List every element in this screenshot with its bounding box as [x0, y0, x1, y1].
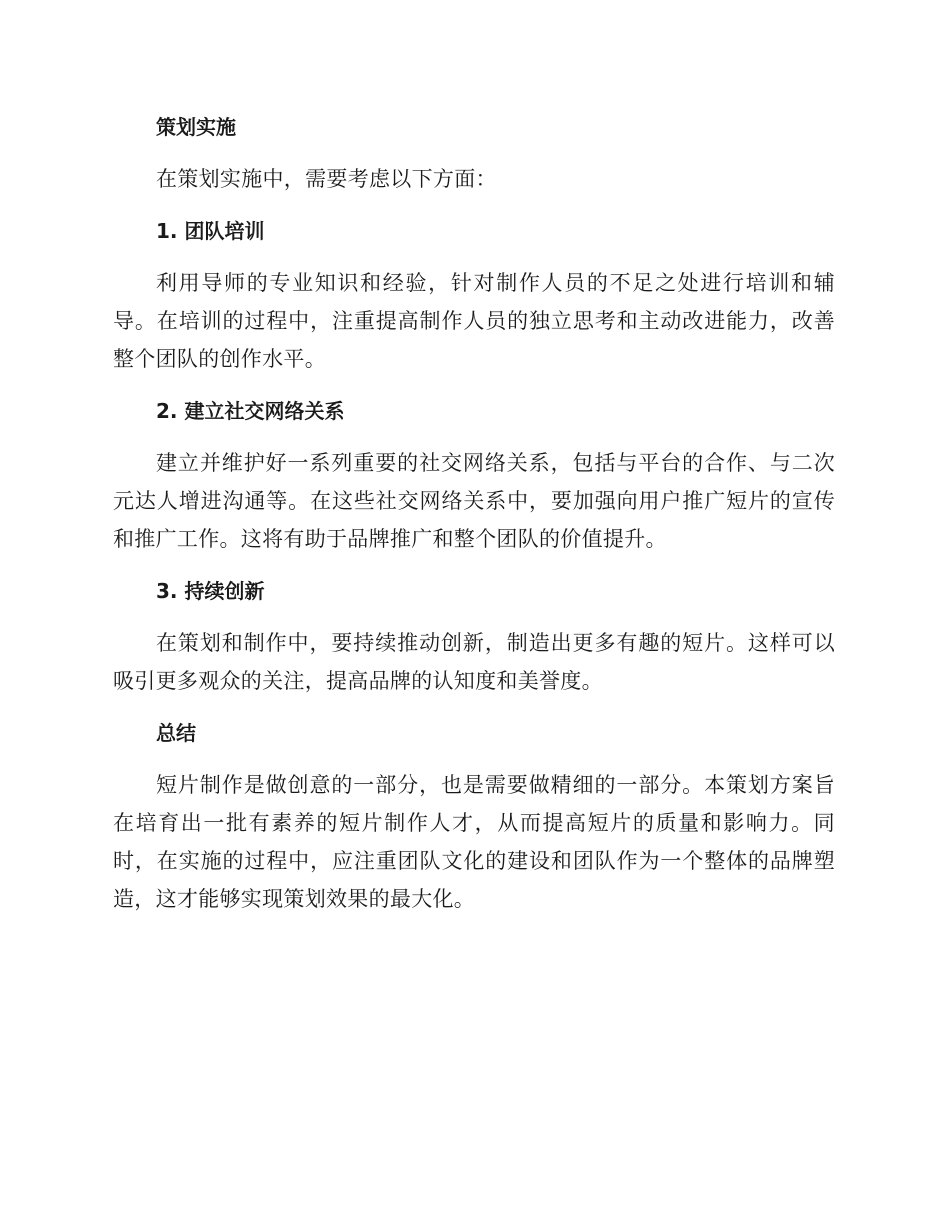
section-title: 策划实施 [156, 115, 236, 139]
item-heading-social-network: 2. 建立社交网络关系 [156, 399, 345, 423]
summary-paragraph: 短片制作是做创意的一部分，也是需要做精细的一部分。本策划方案旨在培育出一批有素养的短片制作人才，从而提高短片的质量和影响力。同时，在实施的过程中，应注重团队文化的建设和团队作为一个整体的品牌塑造，这才能够实现策划效果的最大化。 [113, 773, 835, 911]
intro-paragraph: 在策划实施中，需要考虑以下方面： [156, 167, 497, 191]
item-heading-innovation: 3. 持续创新 [156, 579, 265, 603]
document-content [113, 108, 835, 932]
item-body-team-training: 利用导师的专业知识和经验，针对制作人员的不足之处进行培训和辅导。在培训的过程中，注重提高制作人员的独立思考和主动改进能力，改善整个团队的创作水平。 [113, 271, 835, 371]
item-heading-team-training: 1. 团队培训 [156, 219, 265, 243]
summary-title: 总结 [156, 721, 196, 745]
item-body-innovation: 在策划和制作中，要持续推动创新，制造出更多有趣的短片。这样可以吸引更多观众的关注，提高品牌的认知度和美誉度。 [113, 631, 835, 693]
item-body-social-network: 建立并维护好一系列重要的社交网络关系，包括与平台的合作、与二次元达人增进沟通等。在这些社交网络关系中，要加强向用户推广短片的宣传和推广工作。这将有助于品牌推广和整个团队的价值提升。 [113, 451, 835, 551]
